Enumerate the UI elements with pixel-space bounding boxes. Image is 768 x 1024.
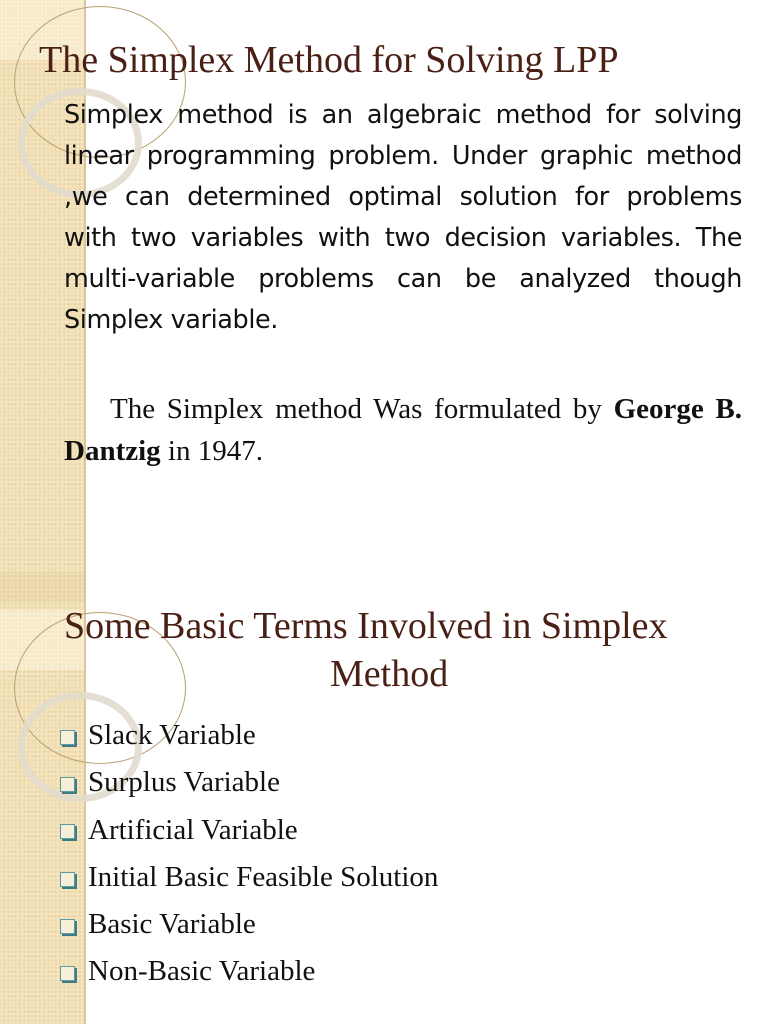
formulated-prefix: The Simplex method Was formulated by: [110, 393, 602, 425]
square-bullet-icon: [60, 824, 75, 839]
term-label: Artificial Variable: [88, 813, 298, 846]
slide-basic-terms: [0, 572, 768, 1024]
list-item: [60, 712, 438, 759]
slide-title-line2: Method: [330, 653, 449, 695]
square-bullet-icon: [60, 777, 75, 792]
term-label: Basic Variable: [88, 908, 256, 941]
term-label: Surplus Variable: [88, 766, 280, 799]
person-name: George B. Dantzig: [64, 393, 743, 467]
square-bullet-icon: [60, 919, 75, 934]
term-label: Slack Variable: [88, 719, 256, 751]
term-label: Non-Basic Variable: [88, 955, 316, 988]
formulation-paragraph: [64, 388, 742, 472]
list-item: [60, 901, 438, 948]
band-shade: [0, 572, 84, 602]
list-item: [60, 854, 438, 901]
formulated-suffix: in 1947.: [167, 435, 263, 467]
terms-list: [60, 712, 438, 996]
slide-title-line1: Some Basic Terms Involved in Simplex: [64, 605, 668, 647]
square-bullet-icon: [60, 966, 75, 981]
list-item: [60, 948, 438, 995]
intro-paragraph: Simplex method is an algebraic method for solving linear programming problem. Under graphic method ,we can determined optimal solution for problems with two variables with two decision variables. The multi-variable problems can be analyzed though Simplex variable.: [64, 100, 742, 335]
square-bullet-icon: [60, 730, 75, 745]
slide-title: The Simplex Method for Solving LPP: [39, 39, 619, 81]
list-item: [60, 759, 438, 806]
list-item: [60, 807, 438, 854]
term-label: Initial Basic Feasible Solution: [88, 860, 439, 893]
square-bullet-icon: [60, 872, 75, 887]
